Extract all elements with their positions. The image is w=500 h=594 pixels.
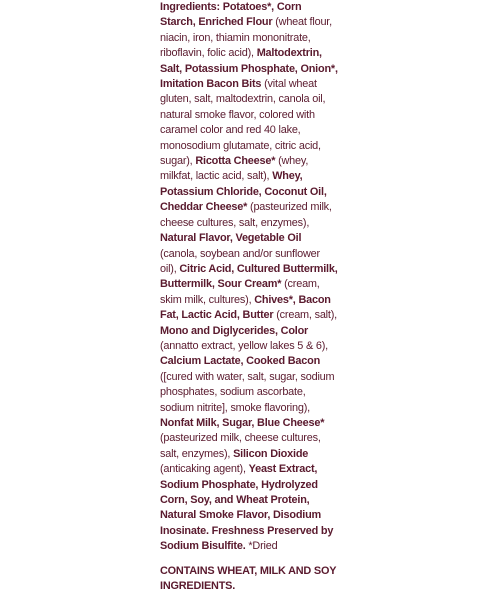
bold-text: Whey, xyxy=(272,170,303,183)
bold-text: Ricotta Cheese* xyxy=(195,155,276,168)
bold-text: Salt, Potassium Phosphate, Onion*, xyxy=(160,62,338,75)
bold-text: Maltodextrin, xyxy=(256,47,322,60)
plain-text: milkfat, lactic acid, salt), xyxy=(160,170,273,183)
bold-text: Imitation Bacon Bits xyxy=(160,78,262,91)
plain-text: cheese cultures, salt, enzymes), xyxy=(160,216,310,229)
bold-text: Yeast Extract, xyxy=(248,463,318,476)
allergen-statement xyxy=(160,564,360,594)
bold-text: INGREDIENTS. xyxy=(160,580,236,593)
ingredient-line xyxy=(160,247,360,262)
ingredient-line xyxy=(160,46,360,61)
plain-text: natural smoke flavor, colored with xyxy=(160,108,315,121)
ingredient-line xyxy=(160,401,360,416)
ingredient-line xyxy=(160,462,360,477)
ingredient-line xyxy=(160,385,360,400)
spacer xyxy=(160,555,360,564)
ingredients-list xyxy=(160,0,360,555)
bold-text: Silicon Dioxide xyxy=(233,447,309,460)
plain-text: caramel color and red 40 lake, xyxy=(160,124,301,137)
bold-text: Inosinate. Freshness Preserved by xyxy=(160,524,334,537)
ingredient-line xyxy=(160,539,360,554)
plain-text: skim milk, cultures), xyxy=(160,293,255,306)
ingredient-line xyxy=(160,139,360,154)
bold-text: Buttermilk, Sour Cream* xyxy=(160,278,282,291)
allergen-line xyxy=(160,564,360,579)
plain-text: (canola, soybean and/or sunflower xyxy=(160,247,320,260)
ingredient-line xyxy=(160,0,360,15)
bold-text: Sodium Bisulfite. xyxy=(160,540,246,553)
ingredient-line xyxy=(160,493,360,508)
bold-text: Sodium Phosphate, Hydrolyzed xyxy=(160,478,318,491)
ingredient-line xyxy=(160,354,360,369)
bold-text: Citric Acid, Cultured Buttermilk, xyxy=(179,262,338,275)
ingredient-line xyxy=(160,31,360,46)
ingredient-line xyxy=(160,92,360,107)
ingredients-label xyxy=(160,0,360,594)
ingredient-line xyxy=(160,185,360,200)
ingredient-line xyxy=(160,308,360,323)
bold-text: Mono and Diglycerides, Color xyxy=(160,324,309,337)
plain-text: sodium nitrite], smoke flavoring), xyxy=(160,401,310,414)
plain-text: (anticaking agent), xyxy=(160,463,249,476)
ingredient-line xyxy=(160,231,360,246)
ingredient-line xyxy=(160,416,360,431)
plain-text: (wheat flour, xyxy=(272,16,332,29)
ingredient-line xyxy=(160,524,360,539)
ingredient-line xyxy=(160,370,360,385)
ingredient-line xyxy=(160,431,360,446)
bold-text: Corn, Soy, and Wheat Protein, xyxy=(160,494,310,506)
plain-text: (cream, salt), xyxy=(273,309,337,322)
ingredient-line xyxy=(160,324,360,339)
plain-text: oil), xyxy=(160,262,180,275)
bold-text: Fat, Lactic Acid, Butter xyxy=(160,309,274,322)
bold-text: Calcium Lactate, Cooked Bacon xyxy=(160,355,321,368)
ingredient-line xyxy=(160,200,360,215)
bold-text: CONTAINS WHEAT, MILK AND SOY xyxy=(160,564,337,577)
ingredient-line xyxy=(160,339,360,354)
ingredient-line xyxy=(160,77,360,92)
bold-text: Ingredients: Potatoes*, Corn xyxy=(160,1,302,13)
bold-text: Natural Flavor, Vegetable Oil xyxy=(160,232,302,245)
ingredient-line xyxy=(160,123,360,138)
ingredient-line xyxy=(160,169,360,184)
bold-text: Potassium Chloride, Coconut Oil, xyxy=(160,185,327,198)
ingredient-line xyxy=(160,15,360,30)
ingredient-line xyxy=(160,293,360,308)
plain-text: sugar), xyxy=(160,155,196,168)
bold-text: Natural Smoke Flavor, Disodium xyxy=(160,509,322,522)
plain-text: (cream, xyxy=(281,278,320,291)
bold-text: Starch, Enriched Flour xyxy=(160,16,273,29)
plain-text: (pasteurized milk, xyxy=(247,201,332,214)
plain-text: salt, enzymes), xyxy=(160,447,234,460)
ingredient-line xyxy=(160,108,360,123)
ingredient-line xyxy=(160,262,360,277)
plain-text: (pasteurized milk, cheese cultures, xyxy=(160,432,321,445)
ingredient-line xyxy=(160,478,360,493)
bold-text: Nonfat Milk, Sugar, Blue Cheese* xyxy=(160,416,325,429)
plain-text: ([cured with water, salt, sugar, sodium xyxy=(160,370,335,383)
ingredient-line xyxy=(160,447,360,462)
ingredient-line xyxy=(160,62,360,77)
ingredient-line xyxy=(160,508,360,523)
bold-text: Chives*, Bacon xyxy=(254,293,331,306)
plain-text: monosodium glutamate, citric acid, xyxy=(160,139,321,152)
plain-text: *Dried xyxy=(245,540,278,553)
ingredient-line xyxy=(160,277,360,292)
plain-text: riboflavin, folic acid), xyxy=(160,47,257,60)
plain-text: (whey, xyxy=(275,155,309,168)
plain-text: phosphates, sodium ascorbate, xyxy=(160,386,306,399)
ingredient-line xyxy=(160,216,360,231)
plain-text: (annatto extract, yellow lakes 5 & 6), xyxy=(160,339,328,352)
bold-text: Cheddar Cheese* xyxy=(160,201,248,214)
ingredient-line xyxy=(160,154,360,169)
allergen-line xyxy=(160,579,360,594)
plain-text: gluten, salt, maltodextrin, canola oil, xyxy=(160,93,326,106)
plain-text: niacin, iron, thiamin mononitrate, xyxy=(160,31,311,44)
plain-text: (vital wheat xyxy=(261,78,317,91)
